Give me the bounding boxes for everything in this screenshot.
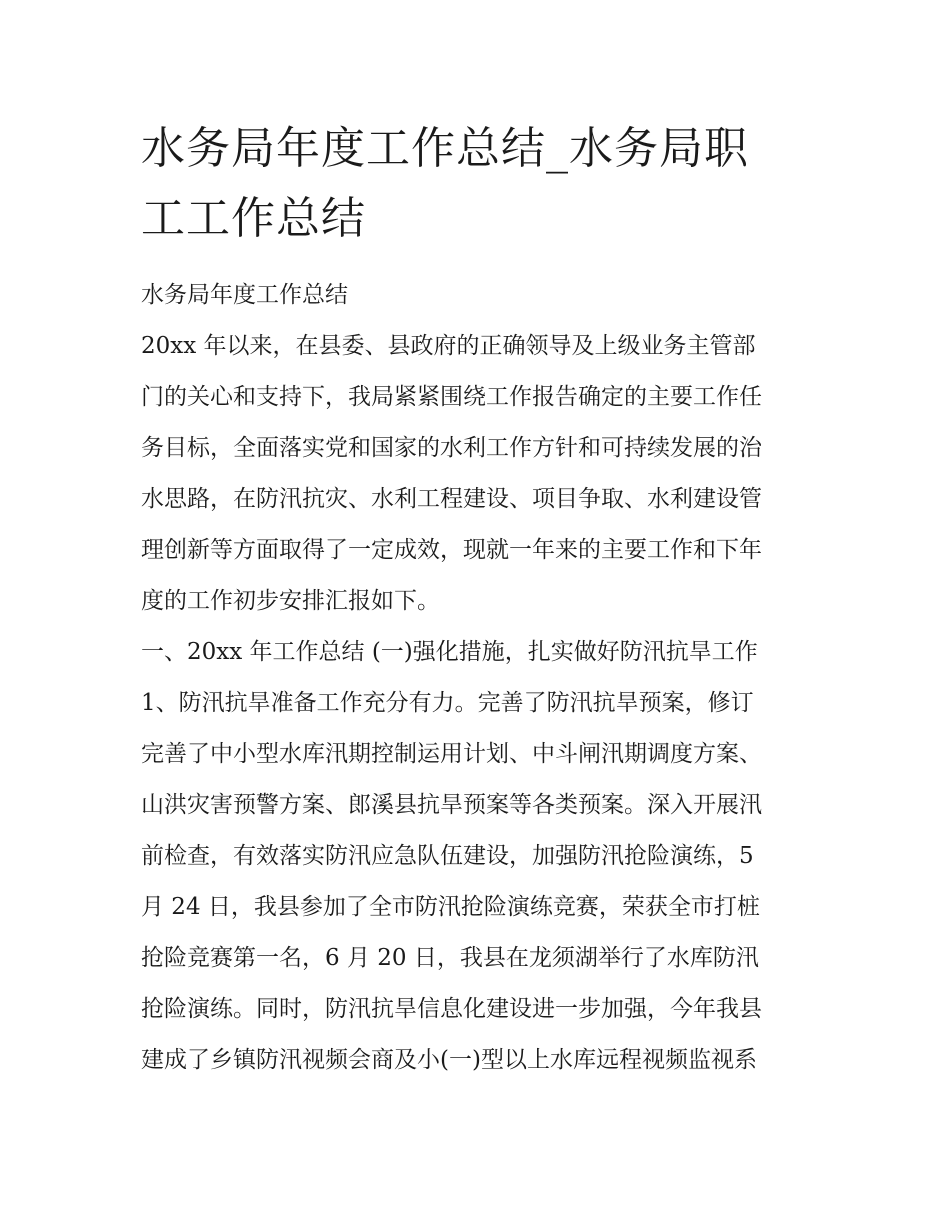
document-content — [141, 114, 813, 1086]
body-line: 务目标，全面落实党和国家的水利工作方针和可持续发展的治 — [141, 435, 762, 461]
body-line: 月 24 日，我县参加了全市防汛抢险演练竞赛，荣获全市打桩 — [141, 894, 760, 920]
body-line: 完善了中小型水库汛期控制运用计划、中斗闸汛期调度方案、 — [141, 741, 762, 767]
document-body — [141, 270, 813, 1086]
body-line: 度的工作初步安排汇报如下。 — [141, 588, 440, 614]
body-line: 一、20xx 年工作总结 (一)强化措施，扎实做好防汛抗旱工作 — [141, 639, 758, 665]
body-line: 理创新等方面取得了一定成效，现就一年来的主要工作和下年 — [141, 537, 762, 563]
body-line: 抢险演练。同时，防汛抗旱信息化建设进一步加强，今年我县 — [141, 996, 762, 1022]
body-line: 建成了乡镇防汛视频会商及小(一)型以上水库远程视频监视系 — [141, 1047, 757, 1073]
body-line: 20xx 年以来，在县委、县政府的正确领导及上级业务主管部 — [141, 333, 756, 359]
title-line: 工工作总结 — [141, 193, 366, 244]
body-line: 抢险竞赛第一名，6 月 20 日，我县在龙须湖举行了水库防汛 — [141, 945, 759, 971]
document-title — [141, 114, 813, 254]
body-line: 1、防汛抗旱准备工作充分有力。完善了防汛抗旱预案，修订 — [141, 690, 754, 716]
body-line: 水思路，在防汛抗灾、水利工程建设、项目争取、水利建设管 — [141, 486, 762, 512]
body-line: 山洪灾害预警方案、郎溪县抗旱预案等各类预案。深入开展汛 — [141, 792, 762, 818]
title-line: 水务局年度工作总结_水务局职 — [141, 123, 749, 174]
body-line: 门的关心和支持下，我局紧紧围绕工作报告确定的主要工作任 — [141, 384, 762, 410]
section-heading: 水务局年度工作总结 — [141, 282, 348, 308]
body-line: 前检查，有效落实防汛应急队伍建设，加强防汛抢险演练，5 — [141, 843, 754, 869]
